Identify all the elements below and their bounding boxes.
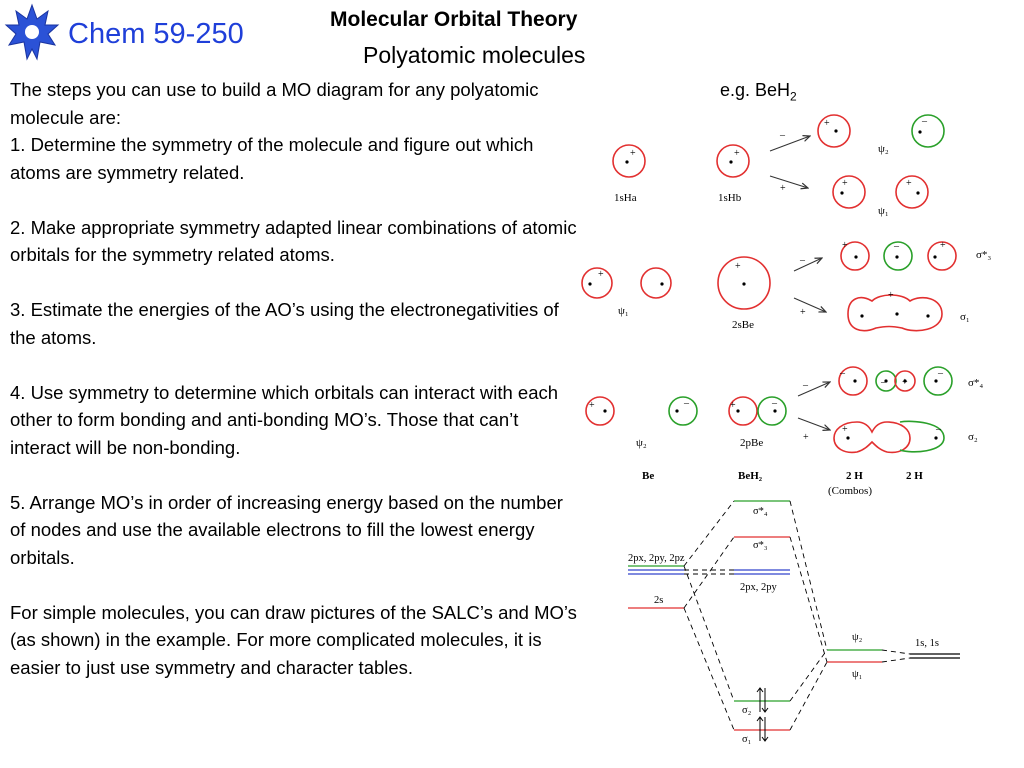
svg-text:σ₂: σ₂ xyxy=(968,431,978,443)
svg-text:σ₁: σ₁ xyxy=(742,734,752,745)
step-1: 1. Determine the symmetry of the molecule and figure out which atoms are symmetry related. xyxy=(10,134,534,183)
label-left-s: 2s xyxy=(654,595,664,606)
svg-text:ψ₂: ψ₂ xyxy=(636,437,647,449)
svg-text:–: – xyxy=(881,377,886,388)
step-3: 3. Estimate the energies of the AO’s using the electronegativities of the atoms. xyxy=(10,299,559,348)
course-title: Chem 59-250 xyxy=(68,18,244,50)
svg-text:σ₂: σ₂ xyxy=(742,705,752,716)
svg-text:–: – xyxy=(936,424,941,435)
maple-leaf-logo xyxy=(4,3,60,61)
svg-text:σ₁: σ₁ xyxy=(960,311,970,323)
svg-text:–: – xyxy=(780,130,785,141)
svg-text:+: + xyxy=(940,240,946,251)
step-2: 2. Make appropriate symmetry adapted linear combinations of atomic orbitals for the symmetry related atoms. xyxy=(10,216,577,265)
col-combos: (Combos) xyxy=(828,485,872,496)
svg-text:–: – xyxy=(894,241,899,252)
svg-text:σ*₄: σ*₄ xyxy=(968,377,984,389)
col-2h-combos: 2 H xyxy=(846,470,863,482)
svg-text:–: – xyxy=(938,368,943,379)
svg-text:+: + xyxy=(803,432,809,443)
step-5: 5. Arrange MO’s in order of increasing energy based on the number of nodes and use the available electrons to fill the lowest energy orbitals. xyxy=(10,491,563,568)
example-label: e.g. BeH$_2$ xyxy=(720,80,797,104)
svg-text:ψ₁: ψ₁ xyxy=(878,205,889,217)
svg-text:σ*₃: σ*₃ xyxy=(753,540,768,551)
label-2pbe: 2pBe xyxy=(740,437,764,449)
svg-text:+: + xyxy=(589,400,595,411)
svg-text:ψ₁: ψ₁ xyxy=(852,669,863,680)
svg-text:+: + xyxy=(734,148,740,159)
slide-subtitle: Polyatomic molecules xyxy=(363,42,586,68)
svg-text:+: + xyxy=(906,178,912,189)
svg-text:σ*₃: σ*₃ xyxy=(976,249,992,261)
svg-text:+: + xyxy=(902,377,908,388)
col-2h: 2 H xyxy=(906,470,923,482)
svg-text:+: + xyxy=(800,307,806,318)
svg-text:σ*₄: σ*₄ xyxy=(753,506,768,517)
svg-text:+: + xyxy=(888,290,894,301)
svg-text:ψ₂: ψ₂ xyxy=(852,632,863,643)
svg-text:ψ₂: ψ₂ xyxy=(878,143,889,155)
label-mid-p: 2px, 2py xyxy=(740,582,777,593)
intro-text: The steps you can use to build a MO diagram for any polyatomic molecule are: xyxy=(10,79,539,128)
svg-text:–: – xyxy=(772,398,777,409)
svg-text:–: – xyxy=(803,380,808,391)
slide-title: Molecular Orbital Theory xyxy=(330,8,578,31)
closing-note: For simple molecules, you can draw pictures of the SALC’s and MO’s (as shown) in the example. For more complicated molecules, it is easier to just use symmetry and character tables. xyxy=(10,601,577,678)
svg-text:ψ₁: ψ₁ xyxy=(618,305,629,317)
step-4: 4. Use symmetry to determine which orbitals can interact with each other to form bonding and anti-bonding MO’s. Those that can’t interact will be non-bonding. xyxy=(10,381,559,458)
label-right: 1s, 1s xyxy=(915,638,939,649)
label-2sbe: 2sBe xyxy=(732,319,754,331)
label-1sha: 1sHa xyxy=(614,192,637,204)
svg-text:+: + xyxy=(842,240,848,251)
svg-text:–: – xyxy=(800,255,805,266)
svg-text:–: – xyxy=(840,368,845,379)
svg-text:+: + xyxy=(780,183,786,194)
col-be: Be xyxy=(642,470,655,482)
col-beh2: BeH₂ xyxy=(738,470,763,482)
label-1shb: 1sHb xyxy=(718,192,742,204)
svg-text:+: + xyxy=(824,118,830,129)
orbital-pictures xyxy=(572,96,1012,496)
svg-text:+: + xyxy=(598,269,604,280)
label-left-p: 2px, 2py, 2pz xyxy=(628,553,685,564)
steps-text xyxy=(10,76,580,681)
svg-text:–: – xyxy=(684,398,689,409)
svg-text:+: + xyxy=(842,178,848,189)
svg-text:+: + xyxy=(630,148,636,159)
svg-text:+: + xyxy=(730,400,736,411)
mo-energy-diagram xyxy=(572,490,1012,750)
svg-text:+: + xyxy=(842,424,848,435)
svg-text:–: – xyxy=(922,116,927,127)
svg-text:+: + xyxy=(735,261,741,272)
